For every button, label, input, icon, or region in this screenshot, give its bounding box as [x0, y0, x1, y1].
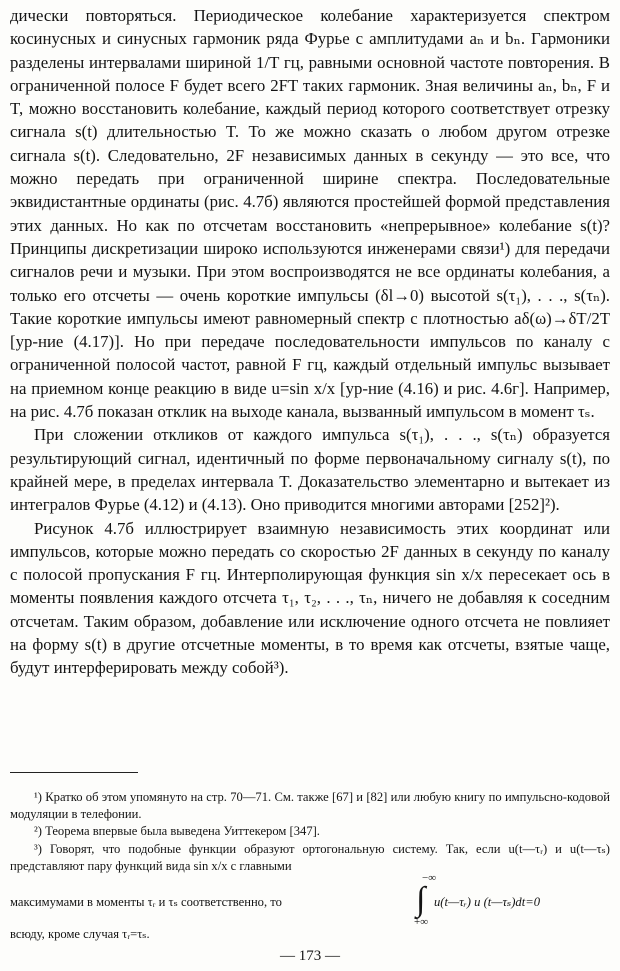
- footnotes: [10, 789, 610, 875]
- integral-upper-limit: −∞: [422, 872, 437, 884]
- footnote-2: ²) Теорема впервые была выведена Уиттекером [347].: [34, 824, 320, 839]
- integrand: u(t—τᵣ) и (t—τₛ)dt=0: [434, 895, 541, 909]
- integral-sign: ∫: [416, 881, 426, 918]
- main-text: [10, 4, 610, 680]
- paragraph-1: дически повторяться. Периодическое колебание характеризуется спектром косинусных и синусных гармоник ряда Фурье с амплитудами aₙ и bₙ. Гармоники разделены интервалами шириной 1/T гц, равными основной частоте повторения. В ограниченной полосе F будет всего 2FT таких гармоник. Зная величины aₙ, bₙ, F и T, можно восстановить колебание, каждый период которого соответствует отрезку сигнала s(t) длительностью T. То же можно сказать о любом другом отрезке сигнала s(t). Следовательно, 2F независимых данных в секунду — это все, что можно передать при ограниченной ширине спектра. Последовательные эквидистантные ординаты (рис. 4.7б) являются простейшей формой представления этих данных. Но как по отсчетам восстановить «непрерывное» колебание s(t)? Принципы дискретизации широко используются инженерами связи¹) для передачи сигналов речи и музыки. При этом воспроизводятся не все ординаты колебания, а только его отсчеты — очень короткие импульсы (δl→0) высотой s(τ₁), . . ., s(τₙ). Такие короткие импульсы имеют равномерный спектр с плотностью aδ(ω)→δT/2T [ур-ние (4.17)]. Но при передаче последовательности импульсов по каналу с ограниченной полосой частот, равной F гц, каждый отдельный импульс вызывает на приемном конце реакцию в виде u=sin x/x [ур-ние (4.16) и рис. 4.6г]. Например, на рис. 4.7б показан отклик на выходе канала, вызванный импульсом в момент τₛ.: [10, 6, 610, 422]
- page-number: — 173 —: [280, 948, 340, 964]
- footnote-divider: [10, 772, 138, 773]
- integral-lower-limit: +∞: [414, 916, 429, 928]
- footnote-3-line-2: максимумами в моменты τᵣ и τₛ соответственно, то: [10, 895, 282, 909]
- footnote-3-formula: [10, 874, 610, 934]
- footnote-3-end: всюду, кроме случая τᵣ=τₛ.: [10, 927, 150, 941]
- paragraph-3: Рисунок 4.7б иллюстрирует взаимную независимость этих координат или импульсов, которые можно передать со скоростью 2F данных в секунду по каналу с полосой пропускания F гц. Интерполирующая функция sin x/x пересекает ось в моменты появления каждого отсчета τ₁, τ₂, . . ., τₙ, ничего не добавляя к соседним отсчетам. Таким образом, добавление или исключение одного отсчета не повлияет на форму s(t) в другие отсчетные моменты, в то время как отсчеты, взятые чаще, будут интерферировать между собой³).: [10, 518, 610, 678]
- footnote-3: ³) Говорят, что подобные функции образуют ортогональную систему. Так, если u(t—τᵣ) и u(t—τₛ) представляют пару функций вида sin x/x с главными: [10, 841, 610, 873]
- footnote-1: ¹) Кратко об этом упомянуто на стр. 70—71. См. также [67] и [82] или любую книгу по импульсно-кодовой модуляции в телефонии.: [10, 790, 610, 822]
- paragraph-2: При сложении откликов от каждого импульса s(τ₁), . . ., s(τₙ) образуется результирующий сигнал, идентичный по форме первоначальному сигналу s(t), по крайней мере, в пределах интервала T. Доказательство элементарно и вытекает из интегралов Фурье (4.12) и (4.13). Оно приводится многими авторами [252]²).: [10, 425, 610, 515]
